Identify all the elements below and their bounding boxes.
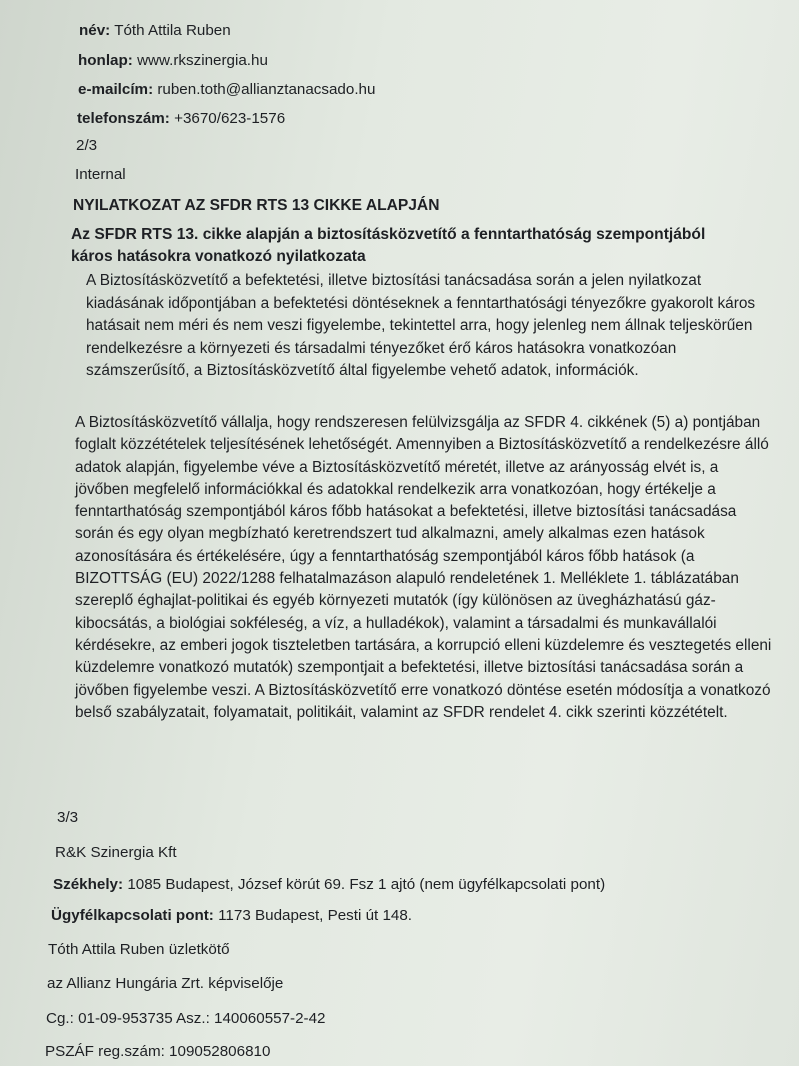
phone-line bbox=[77, 108, 285, 130]
paragraph-2 bbox=[75, 412, 775, 724]
document-subtitle: Az SFDR RTS 13. cikke alapján a biztosításközvetítő a fenntarthatóság szempontjából káros hatásokra vonatkozó nyilatkozata bbox=[71, 226, 706, 265]
agent-line: Tóth Attila Ruben üzletkötő bbox=[48, 941, 230, 958]
email-label: e-mailcím: bbox=[78, 81, 154, 98]
paragraph-1 bbox=[86, 270, 766, 383]
pszaf-line: PSZÁF reg.szám: 109052806810 bbox=[45, 1043, 271, 1060]
seat-label: Székhely: bbox=[53, 876, 124, 893]
seat-line bbox=[53, 874, 605, 896]
contact-point-line bbox=[51, 905, 412, 927]
name-value: Tóth Attila Ruben bbox=[114, 22, 231, 39]
representative-line: az Allianz Hungária Zrt. képviselője bbox=[47, 975, 284, 992]
email-line bbox=[78, 79, 375, 101]
paragraph-2-text: A Biztosításközvetítő vállalja, hogy rendszeresen felülvizsgálja az SFDR 4. cikkének (5) a) pontjában foglalt közzétételek teljesítésének lehetőségét. Amennyiben a Biztosításközvetítő a rendelkezésre álló adatok alapján, figyelembe véve a Biztosításközvetítő méretét, illetve az arányosság elvét is, a jövőben megfelelő információkkal és adatokkal rendelkezik arra vonatkozóan, hogy értékelje a fenntarthatóság szempontjából káros főbb hatásokat a befektetési, illetve biztosítási tanácsadása során és egy olyan megbízható keretrendszert tud alkalmazni, amely alkalmas ezen hatások azonosítására és értékelésére, úgy a fenntarthatóság szempontjából káros főbb hatások (a BIZOTTSÁG (EU) 2022/1288 felhatalmazáson alapuló rendeletének 1. Melléklete 1. táblázatában szereplő éghajlat-politikai és egyéb környezeti mutatók (így különösen az üvegházhatású gáz-kibocsátás, a biológiai sokféleség, a víz, a hulladékok), valamint a társadalmi és munkavállalói kérdésekre, az emberi jogok tiszteletben tartására, a korrupció elleni küzdelemre és vesztegetés elleni küzdelemre vonatkozó mutatók) szempontjait a befektetési, illetve biztosítási tanácsadása során a jövőben figyelembe veszi. A Biztosításközvetítő erre vonatkozó döntése esetén módosítja a vonatkozó belső szabályzatait, folyamatait, politikáit, valamint az SFDR rendelet 4. cikk szerinti közzétételt. bbox=[75, 414, 772, 721]
company-name: R&K Szinergia Kft bbox=[55, 844, 177, 861]
registry-line: Cg.: 01-09-953735 Asz.: 140060557-2-42 bbox=[46, 1010, 326, 1027]
seat-value: 1085 Budapest, József körút 69. Fsz 1 ajtó (nem ügyfélkapcsolati pont) bbox=[127, 876, 606, 893]
page-number-3: 3/3 bbox=[57, 809, 79, 826]
email-value: ruben.toth@allianztanacsado.hu bbox=[157, 81, 376, 98]
contact-point-value: 1173 Budapest, Pesti út 148. bbox=[218, 907, 413, 924]
paragraph-1-text: A Biztosításközvetítő a befektetési, illetve biztosítási tanácsadása során a jelen nyilatkozat kiadásának időpontjában a befektetési döntéseknek a fenntarthatósági tényezőkre gyakorolt káros hatásait nem méri és nem veszi figyelembe, tekintettel arra, hogy jelenleg nem állnak teljeskörűen rendelkezésre a környezeti és társadalmi tényezőket érő káros hatásokra vonatkozóan számszerűsítő, a Biztosításközvetítő által figyelembe vehető adatok, információk. bbox=[86, 272, 756, 379]
document-title: NYILATKOZAT AZ SFDR RTS 13 CIKKE ALAPJÁN bbox=[73, 197, 440, 214]
website-value: www.rkszinergia.hu bbox=[137, 52, 268, 69]
phone-value: +3670/623-1576 bbox=[174, 110, 286, 127]
contact-point-label: Ügyfélkapcsolati pont: bbox=[51, 907, 214, 924]
page-number-2: 2/3 bbox=[76, 137, 98, 154]
classification-label: Internal bbox=[75, 166, 126, 183]
phone-label: telefonszám: bbox=[77, 110, 170, 127]
website-label: honlap: bbox=[78, 52, 133, 69]
website-line bbox=[78, 50, 268, 72]
name-label: név: bbox=[79, 22, 111, 39]
name-line bbox=[79, 20, 231, 42]
